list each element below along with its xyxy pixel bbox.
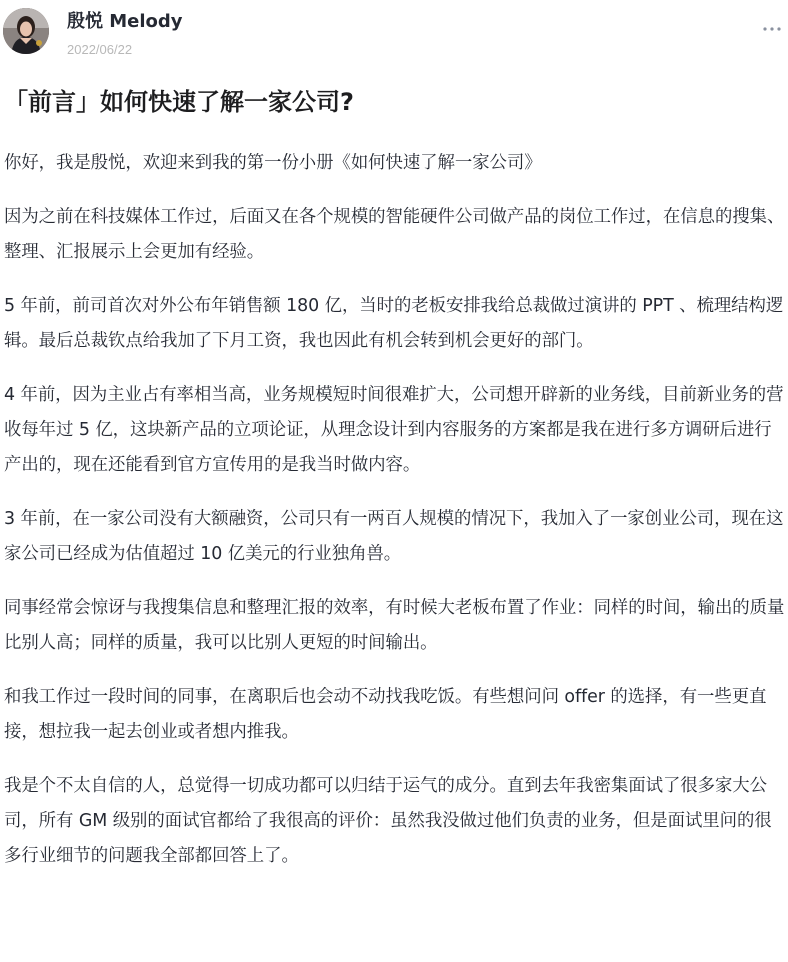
article-body bbox=[4, 146, 786, 893]
paragraph-colleagues: 同事经常会惊讶与我搜集信息和整理汇报的效率，有时候大老板布置了作业：同样的时间，输出的质量比别人高；同样的质量，我可以比别人更短的时间输出。 bbox=[4, 598, 785, 653]
more-dots-icon bbox=[760, 14, 784, 38]
author-header bbox=[0, 0, 788, 66]
paragraph-4-years-ago: 4 年前，因为主业占有率相当高，业务规模短时间很难扩大，公司想开辟新的业务线，目前新业务的营收每年过 5 亿，这块新产品的立项论证，从理念设计到内容服务的方案都是我在进行多方调研后进行产出的，现在还能看到官方宣传用的是我当时做内容。 bbox=[4, 385, 784, 475]
paragraph-intro: 你好，我是殷悦，欢迎来到我的第一份小册《如何快速了解一家公司》 bbox=[4, 153, 542, 173]
article-title: 「前言」如何快速了解一家公司? bbox=[4, 88, 354, 116]
paragraph-former-colleagues: 和我工作过一段时间的同事，在离职后也会动不动找我吃饭。有些想问问 offer 的选择，有一些更直接，想拉我一起去创业或者想内推我。 bbox=[4, 687, 767, 742]
paragraph-interviews: 我是个不太自信的人，总觉得一切成功都可以归结于运气的成分。直到去年我密集面试了很多家大公司，所有 GM 级别的面试官都给了我很高的评价：虽然我没做过他们负责的业务，但是面试里问的很多行业细节的问题我全部都回答上了。 bbox=[4, 776, 772, 866]
post-date: 2022/06/22 bbox=[67, 42, 133, 57]
paragraph-background: 因为之前在科技媒体工作过，后面又在各个规模的智能硬件公司做产品的岗位工作过，在信息的搜集、整理、汇报展示上会更加有经验。 bbox=[4, 207, 785, 262]
paragraph-5-years-ago: 5 年前，前司首次对外公布年销售额 180 亿，当时的老板安排我给总裁做过演讲的 PPT 、梳理结构逻辑。最后总裁钦点给我加了下月工资，我也因此有机会转到机会更好的部门。 bbox=[4, 296, 784, 351]
more-button[interactable] bbox=[760, 14, 784, 38]
author-name[interactable]: 殷悦 Melody bbox=[67, 11, 183, 32]
paragraph-3-years-ago: 3 年前，在一家公司没有大额融资，公司只有一两百人规模的情况下，我加入了一家创业公司，现在这家公司已经成为估值超过 10 亿美元的行业独角兽。 bbox=[4, 509, 784, 564]
avatar-photo bbox=[3, 8, 49, 54]
avatar[interactable] bbox=[3, 8, 49, 54]
